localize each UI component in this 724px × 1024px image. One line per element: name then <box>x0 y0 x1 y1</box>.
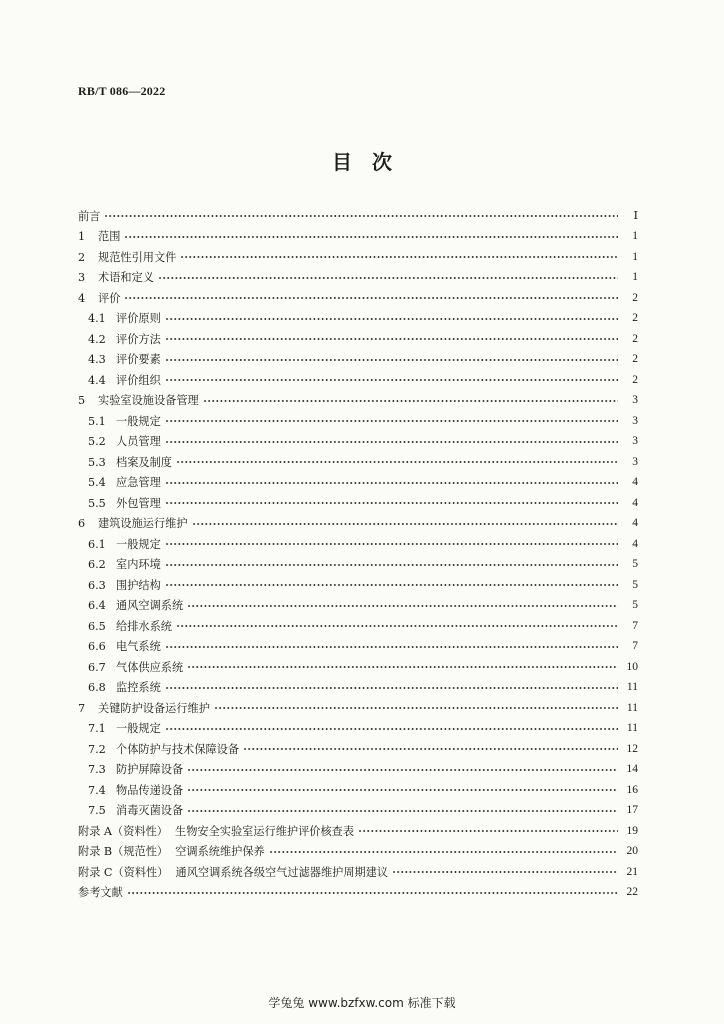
toc-entry-text: 评价 <box>98 291 121 305</box>
toc-entry-page: 4 <box>632 476 638 488</box>
toc-entry-page: 5 <box>632 578 638 591</box>
toc-entry-number: 4.1 <box>88 312 106 326</box>
toc-entry[interactable] <box>78 862 638 883</box>
toc-entry[interactable] <box>78 350 638 371</box>
dot-leader <box>124 234 618 240</box>
toc-entry-page: 11 <box>626 701 638 714</box>
toc-entry-number: 6.8 <box>88 681 106 695</box>
toc-entry-number: 7.2 <box>88 742 106 756</box>
toc-entry-number: 5.2 <box>88 435 106 449</box>
dot-leader <box>165 726 618 732</box>
dot-leader <box>203 398 618 404</box>
toc-entry-page: 5 <box>632 599 638 611</box>
toc-entry-label <box>78 375 161 386</box>
toc-entry-label <box>78 723 161 734</box>
toc-entry-text: 规范性引用文件 <box>98 250 177 264</box>
toc-entry-text: 附录 A（资料性） 生物安全实验室运行维护评价核查表 <box>78 824 355 838</box>
dot-leader <box>165 418 618 424</box>
dot-leader <box>165 562 618 568</box>
toc-entry-label <box>78 826 354 837</box>
dot-leader <box>187 603 618 609</box>
toc-entry-label <box>78 744 239 755</box>
toc-entry-label <box>78 518 188 529</box>
toc-entry-page: 7 <box>632 640 638 652</box>
dot-leader <box>158 275 618 281</box>
toc-entry-page: 1 <box>632 250 638 263</box>
toc-entry-number: 7 <box>78 701 86 715</box>
toc-entry-page: 11 <box>626 681 638 693</box>
toc-entry-text: 前言 <box>78 209 101 223</box>
toc-entry-number: 5.4 <box>88 476 106 490</box>
toc-entry-label <box>78 252 176 263</box>
toc-entry-label <box>78 498 161 509</box>
document-code: RB/T 086—2022 <box>78 84 166 98</box>
dot-leader <box>124 295 618 301</box>
dot-leader <box>165 336 618 342</box>
toc-entry-label <box>78 621 172 632</box>
toc-entry-label <box>78 641 161 652</box>
toc-entry-label <box>78 785 183 796</box>
toc-entry-text: 消毒灭菌设备 <box>116 804 184 818</box>
toc-entry-text: 档案及制度 <box>116 455 172 469</box>
toc-entry-text: 气体供应系统 <box>116 660 184 674</box>
toc-entry[interactable] <box>78 821 638 842</box>
toc-entry-page: 4 <box>632 496 638 509</box>
toc-entry-page: 14 <box>626 763 638 775</box>
toc-entry-page: 1 <box>632 230 638 242</box>
toc-entry-number: 4.3 <box>88 353 106 367</box>
dot-leader <box>176 459 618 465</box>
dot-leader <box>180 254 618 260</box>
dot-leader <box>187 767 618 773</box>
toc-entry-number: 5.5 <box>88 496 106 510</box>
toc-entry-number: 5.3 <box>88 455 106 469</box>
dot-leader <box>392 869 618 875</box>
toc-entry-page: 11 <box>626 722 638 734</box>
toc-entry-number: 7.4 <box>88 783 106 797</box>
toc-entry-page: 20 <box>626 845 638 857</box>
toc-entry[interactable] <box>78 227 638 248</box>
toc-entry-page: 3 <box>632 455 638 468</box>
toc-entry[interactable] <box>78 452 638 473</box>
toc-entry[interactable] <box>78 739 638 760</box>
toc-entry-label <box>78 539 161 550</box>
toc-entry[interactable] <box>78 657 638 678</box>
toc-entry-page: 2 <box>632 291 638 304</box>
toc-entry-text: 应急管理 <box>116 476 161 490</box>
toc-entry-text: 围护结构 <box>116 578 161 592</box>
toc-entry-label <box>78 272 154 283</box>
toc-entry[interactable] <box>78 780 638 801</box>
toc-entry-number: 7.5 <box>88 804 106 818</box>
toc-entry[interactable] <box>78 411 638 432</box>
toc-entry-page: 12 <box>626 742 638 755</box>
toc-entry-label <box>78 846 265 857</box>
toc-entry[interactable] <box>78 206 638 227</box>
toc-entry[interactable] <box>78 329 638 350</box>
toc-entry-text: 防护屏障设备 <box>116 763 184 777</box>
dot-leader <box>165 582 618 588</box>
toc-entry-text: 监控系统 <box>116 681 161 695</box>
toc-entry[interactable] <box>78 719 638 740</box>
toc-entry-page: 3 <box>632 435 638 447</box>
toc-entry-text: 室内环境 <box>116 558 161 572</box>
toc-entry-text: 通风空调系统 <box>116 599 184 613</box>
toc-entry[interactable] <box>78 473 638 494</box>
toc-entry-page: 7 <box>632 619 638 632</box>
toc-entry-page: 16 <box>626 783 638 796</box>
dot-leader <box>165 439 618 445</box>
dot-leader <box>187 787 618 793</box>
dot-leader <box>176 623 618 629</box>
toc-entry[interactable] <box>78 514 638 535</box>
toc-entry[interactable] <box>78 391 638 412</box>
toc-entry-number: 4.4 <box>88 373 106 387</box>
dot-leader <box>165 685 618 691</box>
dot-leader <box>165 316 618 322</box>
toc-entry-label <box>78 703 210 714</box>
toc-entry-label <box>78 395 199 406</box>
toc-entry-text: 外包管理 <box>116 496 161 510</box>
dot-leader <box>165 541 618 547</box>
toc-entry-page: Ⅰ <box>633 209 638 222</box>
table-of-contents <box>78 206 638 903</box>
toc-entry[interactable] <box>78 370 638 391</box>
toc-entry-number: 6.7 <box>88 660 106 674</box>
toc-entry-number: 4.2 <box>88 332 106 346</box>
toc-entry-page: 10 <box>626 660 638 673</box>
toc-entry-label <box>78 416 161 427</box>
toc-entry-number: 1 <box>78 230 86 244</box>
toc-entry-number: 4 <box>78 291 86 305</box>
toc-entry-number: 6.5 <box>88 619 106 633</box>
toc-entry-label <box>78 764 183 775</box>
dot-leader <box>104 213 618 219</box>
toc-entry[interactable] <box>78 596 638 617</box>
dot-leader <box>165 644 618 650</box>
toc-entry-label <box>78 559 161 570</box>
toc-entry-text: 一般规定 <box>116 722 161 736</box>
toc-entry[interactable] <box>78 637 638 658</box>
dot-leader <box>192 521 618 527</box>
toc-entry-number: 6.3 <box>88 578 106 592</box>
toc-entry-number: 6 <box>78 517 86 531</box>
toc-entry-page: 5 <box>632 558 638 570</box>
dot-leader <box>165 500 618 506</box>
toc-entry[interactable] <box>78 288 638 309</box>
toc-entry-label <box>78 805 183 816</box>
toc-entry-number: 7.1 <box>88 722 106 736</box>
toc-entry-page: 3 <box>632 414 638 427</box>
toc-entry-label <box>78 436 161 447</box>
toc-entry-number: 5 <box>78 394 86 408</box>
toc-entry-page: 2 <box>632 332 638 345</box>
toc-entry-text: 给排水系统 <box>116 619 172 633</box>
toc-entry[interactable] <box>78 616 638 637</box>
toc-entry-text: 关键防护设备运行维护 <box>98 701 210 715</box>
toc-entry-page: 2 <box>632 373 638 386</box>
toc-entry-label <box>78 580 161 591</box>
toc-entry-label <box>78 334 161 345</box>
toc-entry-page: 1 <box>632 271 638 283</box>
toc-entry-text: 一般规定 <box>116 414 161 428</box>
dot-leader <box>187 808 618 814</box>
toc-entry-text: 物品传递设备 <box>116 783 184 797</box>
toc-entry-label <box>78 293 120 304</box>
toc-entry-label <box>78 457 172 468</box>
dot-leader <box>165 357 618 363</box>
dot-leader <box>358 828 618 834</box>
toc-entry-text: 一般规定 <box>116 537 161 551</box>
dot-leader <box>127 890 618 896</box>
toc-entry-label <box>78 231 120 242</box>
toc-entry[interactable] <box>78 493 638 514</box>
toc-entry[interactable] <box>78 698 638 719</box>
toc-entry-page: 3 <box>632 394 638 406</box>
toc-entry-number: 2 <box>78 250 86 264</box>
toc-entry[interactable] <box>78 534 638 555</box>
toc-entry-label <box>78 682 161 693</box>
toc-entry-text: 附录 C（资料性） 通风空调系统各级空气过滤器维护周期建议 <box>78 865 389 879</box>
dot-leader <box>214 705 618 711</box>
dot-leader <box>187 664 618 670</box>
toc-entry-label <box>78 662 183 673</box>
toc-entry[interactable] <box>78 432 638 453</box>
toc-entry-label <box>78 477 161 488</box>
toc-entry-text: 范围 <box>98 230 121 244</box>
toc-entry-label <box>78 354 161 365</box>
toc-entry-page: 2 <box>632 312 638 324</box>
toc-entry-page: 2 <box>632 353 638 365</box>
toc-entry[interactable] <box>78 801 638 822</box>
page-title: 目 次 <box>332 150 392 174</box>
toc-entry-text: 术语和定义 <box>98 271 154 285</box>
toc-entry[interactable] <box>78 575 638 596</box>
dot-leader <box>243 746 618 752</box>
toc-entry[interactable] <box>78 883 638 904</box>
toc-entry-text: 人员管理 <box>116 435 161 449</box>
toc-entry-label <box>78 600 183 611</box>
toc-entry-number: 6.1 <box>88 537 106 551</box>
dot-leader <box>165 377 618 383</box>
toc-entry-text: 参考文献 <box>78 886 123 900</box>
toc-entry-text: 评价要素 <box>116 353 161 367</box>
toc-entry-number: 6.2 <box>88 558 106 572</box>
toc-entry-label <box>78 211 100 222</box>
toc-entry-page: 4 <box>632 517 638 529</box>
footer-watermark: 学兔兔 www.bzfxw.com 标准下载 <box>268 996 456 1010</box>
toc-entry[interactable] <box>78 268 638 289</box>
toc-entry-page: 17 <box>626 804 638 816</box>
toc-entry-number: 6.4 <box>88 599 106 613</box>
toc-entry-label <box>78 313 161 324</box>
toc-entry-number: 3 <box>78 271 86 285</box>
toc-entry-text: 评价原则 <box>116 312 161 326</box>
toc-entry-page: 4 <box>632 537 638 550</box>
toc-entry-text: 建筑设施运行维护 <box>98 517 188 531</box>
toc-entry-page: 19 <box>626 824 638 837</box>
toc-entry[interactable] <box>78 760 638 781</box>
toc-entry-number: 6.6 <box>88 640 106 654</box>
toc-entry-page: 21 <box>626 865 638 878</box>
toc-entry[interactable] <box>78 842 638 863</box>
toc-entry-text: 评价组织 <box>116 373 161 387</box>
toc-entry-number: 5.1 <box>88 414 106 428</box>
toc-entry-text: 个体防护与技术保障设备 <box>116 742 240 756</box>
dot-leader <box>165 480 618 486</box>
dot-leader <box>269 849 618 855</box>
toc-entry-text: 电气系统 <box>116 640 161 654</box>
toc-entry[interactable] <box>78 309 638 330</box>
toc-entry-text: 附录 B（规范性） 空调系统维护保养 <box>78 845 265 859</box>
toc-entry-text: 评价方法 <box>116 332 161 346</box>
toc-entry[interactable] <box>78 555 638 576</box>
toc-entry-label <box>78 887 123 898</box>
toc-entry-number: 7.3 <box>88 763 106 777</box>
toc-entry-text: 实验室设施设备管理 <box>98 394 199 408</box>
toc-entry[interactable] <box>78 678 638 699</box>
toc-entry-page: 22 <box>626 886 638 898</box>
toc-entry[interactable] <box>78 247 638 268</box>
toc-entry-label <box>78 867 388 878</box>
